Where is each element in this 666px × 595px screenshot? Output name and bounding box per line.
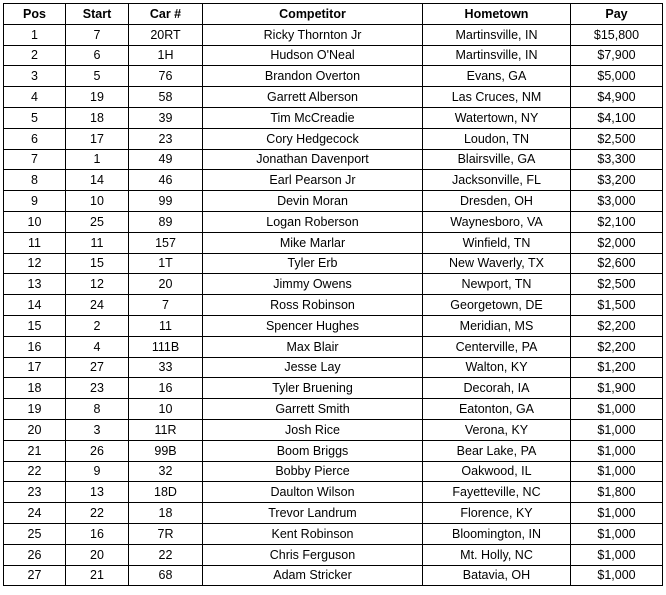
table-row (4, 378, 663, 399)
cell-pay: $1,000 (571, 565, 663, 586)
table-row (4, 419, 663, 440)
table-row (4, 399, 663, 420)
cell-car-number: 10 (129, 399, 203, 420)
table-row (4, 523, 663, 544)
cell-start: 7 (66, 24, 129, 45)
cell-hometown: Mt. Holly, NC (423, 544, 571, 565)
cell-car-number: 18D (129, 482, 203, 503)
cell-pos: 3 (4, 66, 66, 87)
cell-start: 6 (66, 45, 129, 66)
cell-hometown: Blairsville, GA (423, 149, 571, 170)
cell-pos: 23 (4, 482, 66, 503)
cell-pos: 21 (4, 440, 66, 461)
cell-pos: 16 (4, 336, 66, 357)
cell-car-number: 1H (129, 45, 203, 66)
cell-hometown: Decorah, IA (423, 378, 571, 399)
cell-hometown: Oakwood, IL (423, 461, 571, 482)
cell-pay: $2,000 (571, 232, 663, 253)
table-row (4, 336, 663, 357)
cell-hometown: Jacksonville, FL (423, 170, 571, 191)
cell-hometown: Bear Lake, PA (423, 440, 571, 461)
cell-pay: $1,200 (571, 357, 663, 378)
cell-start: 8 (66, 399, 129, 420)
cell-car-number: 7R (129, 523, 203, 544)
cell-car-number: 68 (129, 565, 203, 586)
cell-pay: $2,600 (571, 253, 663, 274)
cell-pos: 25 (4, 523, 66, 544)
cell-hometown: Florence, KY (423, 503, 571, 524)
cell-competitor: Trevor Landrum (203, 503, 423, 524)
cell-competitor: Bobby Pierce (203, 461, 423, 482)
cell-competitor: Ross Robinson (203, 295, 423, 316)
cell-pay: $2,200 (571, 336, 663, 357)
cell-car-number: 49 (129, 149, 203, 170)
cell-competitor: Hudson O'Neal (203, 45, 423, 66)
cell-pos: 7 (4, 149, 66, 170)
cell-start: 15 (66, 253, 129, 274)
cell-pos: 18 (4, 378, 66, 399)
cell-start: 24 (66, 295, 129, 316)
cell-car-number: 99B (129, 440, 203, 461)
cell-pay: $4,900 (571, 87, 663, 108)
cell-competitor: Garrett Alberson (203, 87, 423, 108)
cell-competitor: Spencer Hughes (203, 315, 423, 336)
cell-car-number: 32 (129, 461, 203, 482)
cell-start: 23 (66, 378, 129, 399)
cell-car-number: 7 (129, 295, 203, 316)
cell-pay: $1,000 (571, 503, 663, 524)
results-table (3, 3, 663, 586)
cell-hometown: Martinsville, IN (423, 24, 571, 45)
cell-pos: 11 (4, 232, 66, 253)
cell-start: 9 (66, 461, 129, 482)
cell-hometown: Georgetown, DE (423, 295, 571, 316)
cell-pos: 17 (4, 357, 66, 378)
table-row (4, 24, 663, 45)
cell-start: 13 (66, 482, 129, 503)
cell-start: 14 (66, 170, 129, 191)
cell-start: 27 (66, 357, 129, 378)
cell-start: 2 (66, 315, 129, 336)
table-row (4, 232, 663, 253)
cell-car-number: 39 (129, 107, 203, 128)
cell-car-number: 33 (129, 357, 203, 378)
cell-start: 11 (66, 232, 129, 253)
cell-car-number: 157 (129, 232, 203, 253)
table-row (4, 253, 663, 274)
table-row (4, 503, 663, 524)
cell-car-number: 89 (129, 211, 203, 232)
cell-competitor: Ricky Thornton Jr (203, 24, 423, 45)
cell-car-number: 16 (129, 378, 203, 399)
cell-start: 1 (66, 149, 129, 170)
cell-pay: $3,000 (571, 191, 663, 212)
cell-car-number: 99 (129, 191, 203, 212)
cell-pay: $7,900 (571, 45, 663, 66)
table-row (4, 87, 663, 108)
header-row (4, 4, 663, 25)
header-pos: Pos (4, 4, 66, 25)
cell-pos: 19 (4, 399, 66, 420)
cell-hometown: Las Cruces, NM (423, 87, 571, 108)
cell-pos: 9 (4, 191, 66, 212)
cell-car-number: 111B (129, 336, 203, 357)
cell-pay: $1,000 (571, 419, 663, 440)
cell-competitor: Kent Robinson (203, 523, 423, 544)
cell-pos: 5 (4, 107, 66, 128)
cell-hometown: New Waverly, TX (423, 253, 571, 274)
cell-pay: $3,200 (571, 170, 663, 191)
cell-car-number: 58 (129, 87, 203, 108)
cell-car-number: 76 (129, 66, 203, 87)
cell-hometown: Evans, GA (423, 66, 571, 87)
cell-hometown: Loudon, TN (423, 128, 571, 149)
cell-pos: 20 (4, 419, 66, 440)
cell-pay: $2,500 (571, 128, 663, 149)
cell-competitor: Daulton Wilson (203, 482, 423, 503)
cell-start: 19 (66, 87, 129, 108)
cell-start: 3 (66, 419, 129, 440)
table-body (4, 24, 663, 586)
header-start: Start (66, 4, 129, 25)
header-hometown: Hometown (423, 4, 571, 25)
cell-pos: 6 (4, 128, 66, 149)
table-row (4, 565, 663, 586)
cell-hometown: Centerville, PA (423, 336, 571, 357)
cell-start: 17 (66, 128, 129, 149)
cell-pos: 13 (4, 274, 66, 295)
cell-pay: $1,000 (571, 523, 663, 544)
cell-pos: 14 (4, 295, 66, 316)
table-row (4, 66, 663, 87)
cell-car-number: 11 (129, 315, 203, 336)
cell-pay: $5,000 (571, 66, 663, 87)
cell-pos: 8 (4, 170, 66, 191)
header-competitor: Competitor (203, 4, 423, 25)
cell-competitor: Tim McCreadie (203, 107, 423, 128)
cell-competitor: Adam Stricker (203, 565, 423, 586)
table-row (4, 274, 663, 295)
cell-hometown: Martinsville, IN (423, 45, 571, 66)
cell-competitor: Tyler Bruening (203, 378, 423, 399)
cell-start: 4 (66, 336, 129, 357)
cell-start: 5 (66, 66, 129, 87)
cell-pay: $1,500 (571, 295, 663, 316)
cell-competitor: Max Blair (203, 336, 423, 357)
cell-start: 22 (66, 503, 129, 524)
cell-pay: $4,100 (571, 107, 663, 128)
cell-pos: 24 (4, 503, 66, 524)
cell-hometown: Meridian, MS (423, 315, 571, 336)
table-row (4, 357, 663, 378)
cell-hometown: Watertown, NY (423, 107, 571, 128)
cell-start: 16 (66, 523, 129, 544)
cell-competitor: Josh Rice (203, 419, 423, 440)
table-row (4, 107, 663, 128)
table-row (4, 128, 663, 149)
cell-car-number: 11R (129, 419, 203, 440)
cell-pay: $15,800 (571, 24, 663, 45)
table-header (4, 4, 663, 25)
cell-pay: $1,000 (571, 544, 663, 565)
cell-hometown: Waynesboro, VA (423, 211, 571, 232)
cell-pos: 15 (4, 315, 66, 336)
cell-pos: 1 (4, 24, 66, 45)
cell-hometown: Dresden, OH (423, 191, 571, 212)
cell-start: 10 (66, 191, 129, 212)
cell-competitor: Brandon Overton (203, 66, 423, 87)
cell-hometown: Eatonton, GA (423, 399, 571, 420)
cell-pos: 27 (4, 565, 66, 586)
cell-competitor: Chris Ferguson (203, 544, 423, 565)
cell-hometown: Batavia, OH (423, 565, 571, 586)
cell-pay: $2,100 (571, 211, 663, 232)
table-row (4, 45, 663, 66)
cell-hometown: Winfield, TN (423, 232, 571, 253)
table-row (4, 170, 663, 191)
cell-car-number: 23 (129, 128, 203, 149)
cell-start: 21 (66, 565, 129, 586)
cell-competitor: Devin Moran (203, 191, 423, 212)
cell-hometown: Newport, TN (423, 274, 571, 295)
cell-pay: $1,800 (571, 482, 663, 503)
header-car-number: Car # (129, 4, 203, 25)
table-row (4, 482, 663, 503)
cell-competitor: Mike Marlar (203, 232, 423, 253)
table-row (4, 544, 663, 565)
table-row (4, 149, 663, 170)
cell-pay: $1,900 (571, 378, 663, 399)
cell-pay: $1,000 (571, 399, 663, 420)
cell-pay: $3,300 (571, 149, 663, 170)
cell-car-number: 18 (129, 503, 203, 524)
cell-start: 26 (66, 440, 129, 461)
cell-competitor: Jimmy Owens (203, 274, 423, 295)
cell-start: 25 (66, 211, 129, 232)
cell-pay: $1,000 (571, 461, 663, 482)
cell-pos: 26 (4, 544, 66, 565)
cell-car-number: 20RT (129, 24, 203, 45)
cell-start: 20 (66, 544, 129, 565)
cell-hometown: Bloomington, IN (423, 523, 571, 544)
cell-competitor: Cory Hedgecock (203, 128, 423, 149)
cell-hometown: Walton, KY (423, 357, 571, 378)
cell-competitor: Earl Pearson Jr (203, 170, 423, 191)
cell-pay: $1,000 (571, 440, 663, 461)
cell-pos: 12 (4, 253, 66, 274)
cell-pos: 10 (4, 211, 66, 232)
cell-car-number: 46 (129, 170, 203, 191)
cell-competitor: Boom Briggs (203, 440, 423, 461)
cell-competitor: Tyler Erb (203, 253, 423, 274)
table-row (4, 315, 663, 336)
cell-pos: 2 (4, 45, 66, 66)
cell-start: 18 (66, 107, 129, 128)
cell-hometown: Verona, KY (423, 419, 571, 440)
cell-pos: 22 (4, 461, 66, 482)
cell-start: 12 (66, 274, 129, 295)
cell-car-number: 22 (129, 544, 203, 565)
cell-competitor: Garrett Smith (203, 399, 423, 420)
cell-competitor: Jonathan Davenport (203, 149, 423, 170)
cell-hometown: Fayetteville, NC (423, 482, 571, 503)
cell-car-number: 1T (129, 253, 203, 274)
header-pay: Pay (571, 4, 663, 25)
table-row (4, 295, 663, 316)
cell-pay: $2,200 (571, 315, 663, 336)
table-row (4, 440, 663, 461)
table-row (4, 461, 663, 482)
cell-pos: 4 (4, 87, 66, 108)
cell-pay: $2,500 (571, 274, 663, 295)
table-row (4, 211, 663, 232)
cell-competitor: Logan Roberson (203, 211, 423, 232)
cell-competitor: Jesse Lay (203, 357, 423, 378)
cell-car-number: 20 (129, 274, 203, 295)
table-row (4, 191, 663, 212)
